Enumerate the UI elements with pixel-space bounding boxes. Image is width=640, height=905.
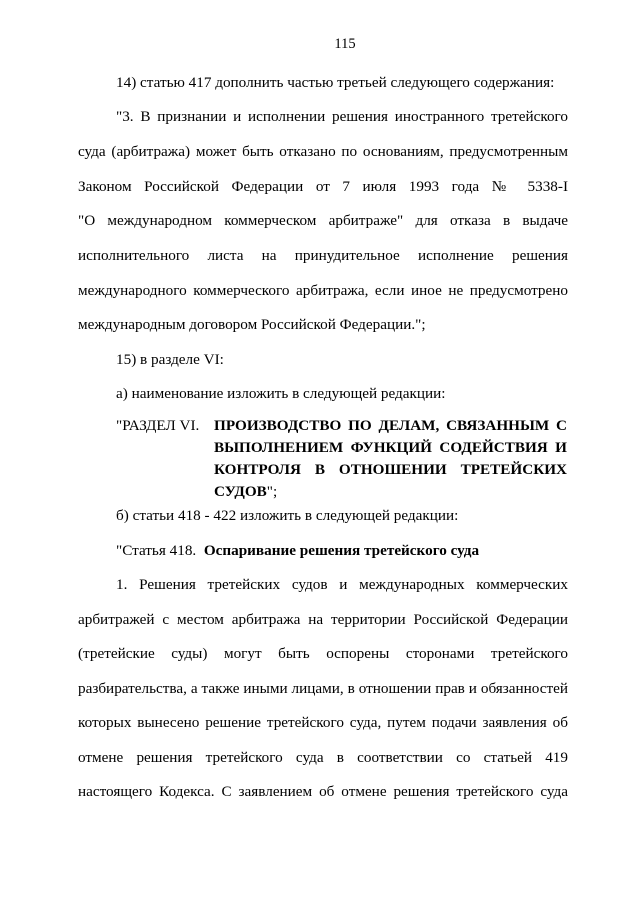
article-prefix: "Статья 418. — [116, 542, 197, 559]
item-14: 14) статью 417 дополнить частью третьей следующего содержания: — [116, 74, 555, 91]
article-title: Оспаривание решения третейского суда — [203, 542, 480, 559]
section-title-last: СУДОВ — [214, 483, 267, 500]
quote-line-3: Законом Российской Федерации от 7 июля 1993 года № 5338-I — [78, 178, 568, 195]
quote-line-1: "3. В признании и исполнении решения иностранного третейского — [116, 108, 568, 125]
para1-line-3: (третейские суды) могут быть оспорены сторонами третейского — [78, 645, 568, 662]
section-title-line-3: КОНТРОЛЯ В ОТНОШЕНИИ ТРЕТЕЙСКИХ — [214, 461, 567, 478]
quote-line-2: суда (арбитража) может быть отказано по основаниям, предусмотренным — [78, 143, 568, 160]
section-title-suffix: "; — [266, 483, 278, 500]
section-title-line-2: ВЫПОЛНЕНИЕМ ФУНКЦИЙ СОДЕЙСТВИЯ И — [214, 439, 567, 456]
section-title-line-4 — [214, 481, 567, 503]
quote-line-6: международного коммерческого арбитража, если иное не предусмотрено — [78, 282, 568, 299]
quote-line-4: "О международном коммерческом арбитраже" для отказа в выдаче — [78, 212, 568, 229]
para1-line-6: отмене решения третейского суда в соответствии со статьей 419 — [78, 749, 568, 766]
page-number: 115 — [334, 36, 356, 52]
para1-line-2: арбитражей с местом арбитража на территории Российской Федерации — [78, 611, 568, 628]
quote-line-7: международным договором Российской Федерации."; — [78, 316, 426, 333]
para1-line-1: 1. Решения третейских судов и международных коммерческих — [116, 576, 568, 593]
para1-line-5: которых вынесено решение третейского суда, путем подачи заявления об — [78, 714, 568, 731]
para1-line-7: настоящего Кодекса. С заявлением об отмене решения третейского суда — [78, 783, 568, 800]
item-15: 15) в разделе VI: — [116, 351, 224, 368]
section-title-line-1: ПРОИЗВОДСТВО ПО ДЕЛАМ, СВЯЗАННЫМ С — [214, 417, 567, 434]
quote-line-5: исполнительного листа на принудительное исполнение решения — [78, 247, 568, 264]
para1-line-4: разбирательства, а также иными лицами, в отношении прав и обязанностей — [78, 680, 568, 697]
section-prefix: "РАЗДЕЛ VI. — [116, 417, 200, 434]
article-heading — [116, 540, 568, 562]
item-15b: б) статьи 418 - 422 изложить в следующей редакции: — [116, 507, 459, 524]
item-15a: а) наименование изложить в следующей редакции: — [116, 385, 446, 402]
